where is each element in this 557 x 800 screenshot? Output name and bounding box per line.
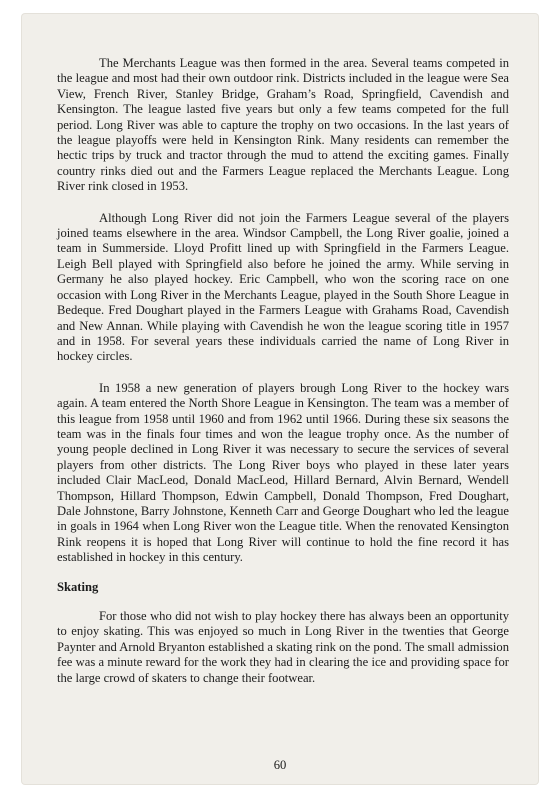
paragraph-skating: For those who did not wish to play hockey there has always been an opportunity to enjoy skating. This was enjoyed so much in Long River in the twenties that George Paynter and Arnold Bryanton established a skating rink on the pond. The small admission fee was a minute reward for the work they had in clearing the ice and providing space for the large crowd of skaters to change their footwear. [57,609,509,685]
paragraph-farmers-league: Although Long River did not join the Farmers League several of the players joined teams elsewhere in the area. Windsor Campbell, the Long River goalie, joined a team in Summerside. Lloyd Profitt lined up with Springfield in the Farmers League. Leigh Bell played with Springfield also before he joined the army. While serving in Germany he also played hockey. Eric Campbell, who won the scoring race on one occasion with Long River in the Merchants League, played in the South Shore League in Bedeque. Fred Doughart played in the Farmers League with Grahams Road, Cavendish and New Annan. While playing with Cavendish he won the league scoring title in 1957 and in 1958. For several years these individuals carried the name of Long River in hockey circles. [57,210,509,364]
paragraph-merchants-league: The Merchants League was then formed in the area. Several teams competed in the league and most had their own outdoor rink. Districts included in the league were Sea View, French River, Stanley Bridge, Graham’s Road, Springfield, Cavendish and Kensington. The league lasted five years but only a few teams competed for the full period. Long River was able to capture the trophy on two occasions. In the last years of the league playoffs were held in Kensington Rink. Many residents can remember the hectic trips by truck and tractor through the mud to attend the exciting games. Finally country rinks died out and the Farmers League replaced the Merchants League. Long River rink closed in 1953. [57,56,509,194]
book-page [22,14,538,784]
page-text [57,56,509,702]
section-heading-skating: Skating [57,579,99,594]
page-number: 60 [273,758,287,772]
paragraph-new-generation: In 1958 a new generation of players brough Long River to the hockey wars again. A team entered the North Shore League in Kensington. The team was a member of this league from 1958 until 1960 and from 1962 until 1966. During these six seasons the team was in the finals four times and won the league trophy once. As the number of young people declined in Long River it was necessary to secure the services of several players from other districts. The Long River boys who played in these later years included Clair MacLeod, Donald MacLeod, Hillard Bernard, Alvin Bernard, Wendell Thompson, Hillard Thompson, Edwin Campbell, Donald Thompson, Fred Doughart, Dale Johnstone, Barry Johnstone, Kenneth Carr and George Doughart who led the league in goals in 1964 when Long River won the League title. When the renovated Kensington Rink reopens it is hoped that Long River will continue to hold the fine record it has established in hockey in this century. [57,380,509,565]
